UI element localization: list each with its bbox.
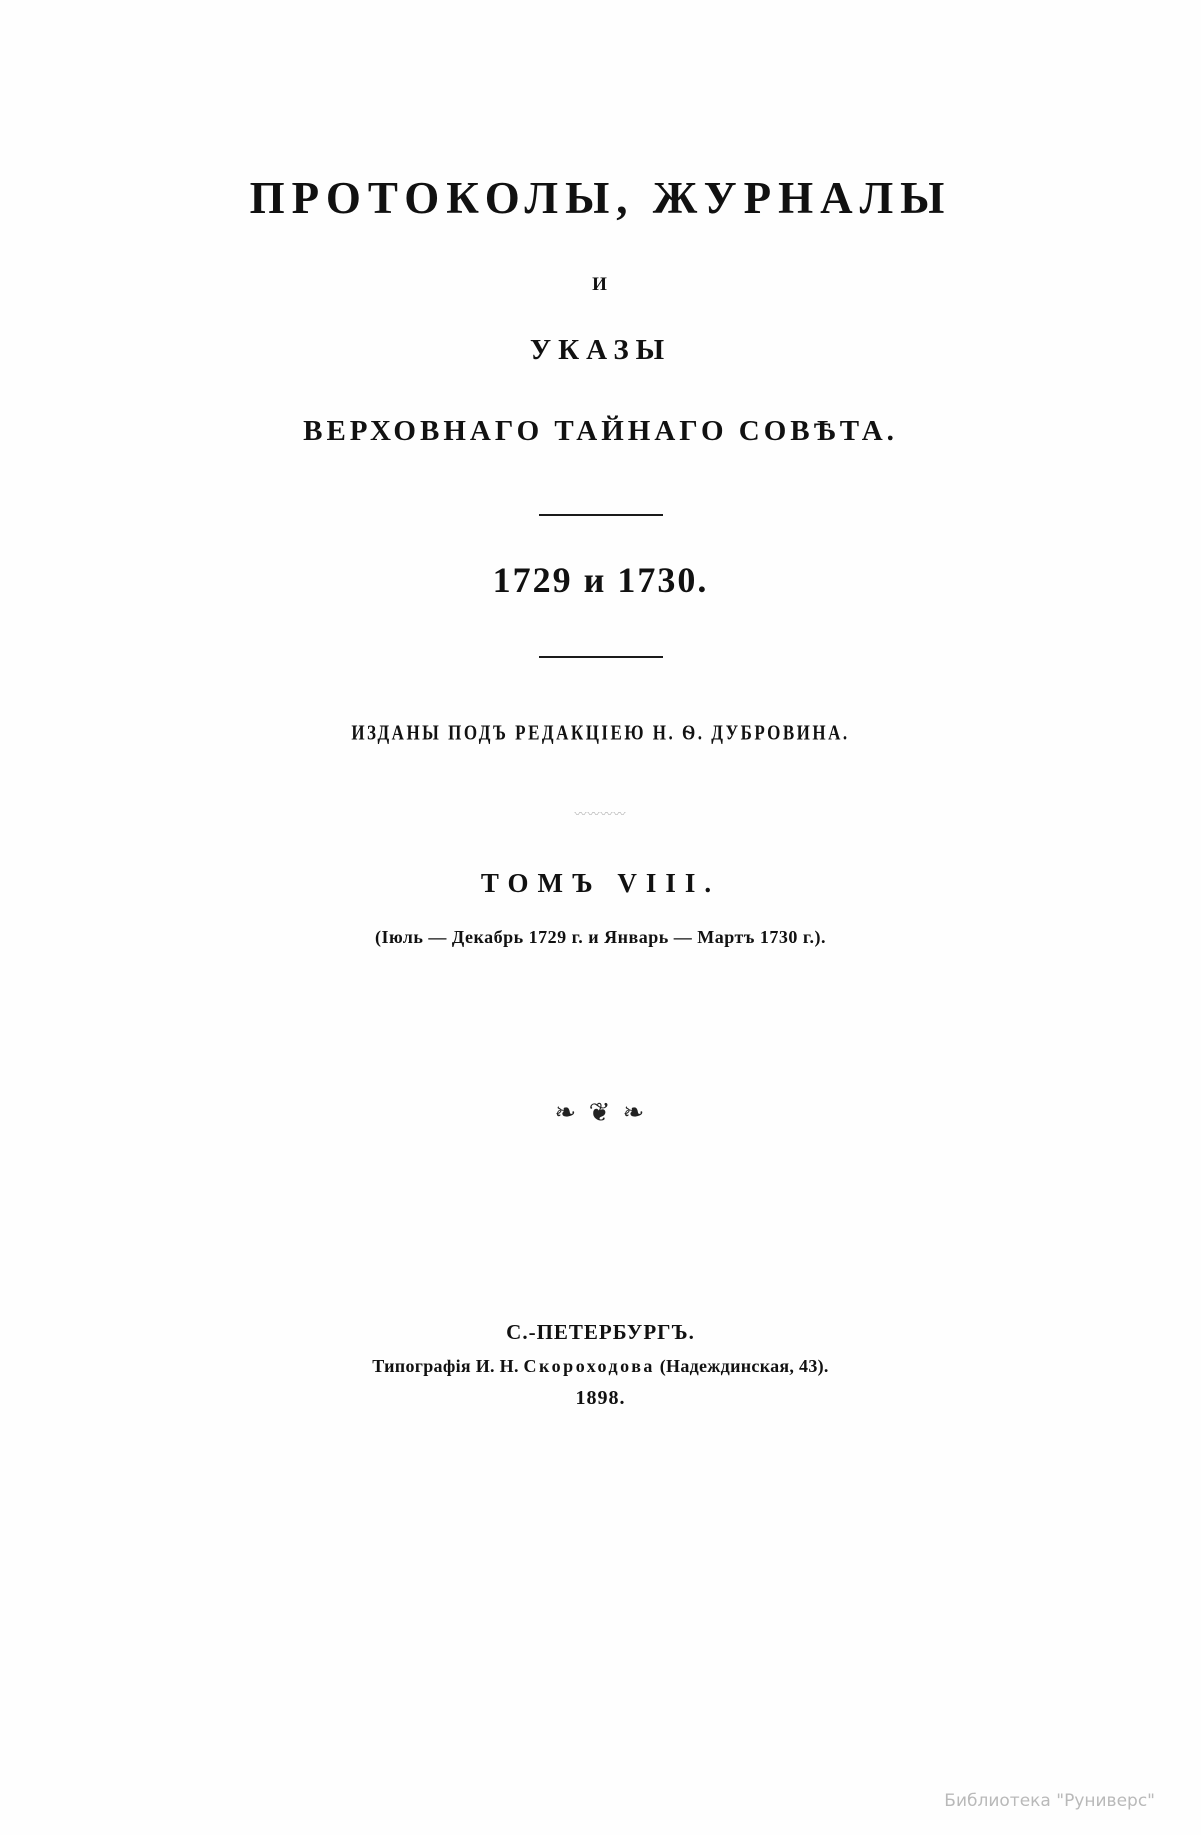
editor-credit: ИЗДАНЫ ПОДЪ РЕДАКЦІЕЮ Н. Ѳ. ДУБРОВИНА. [351, 720, 850, 745]
page-title: ПРОТОКОЛЫ, ЖУРНАЛЫ [249, 173, 952, 223]
imprint-year: 1898. [575, 1387, 626, 1409]
divider-rule-bottom [539, 656, 663, 658]
library-watermark: Библиотека "Руниверс" [944, 1791, 1155, 1811]
flourish-ornament-icon: ❧ ❦ ❧ [554, 1098, 647, 1128]
imprint-printer-name: Скороходова [523, 1356, 655, 1376]
imprint-printer-prefix: Типографія И. Н. [372, 1356, 524, 1376]
imprint-printer-suffix: (Надеждинская, 43). [654, 1356, 829, 1376]
imprint-city: С.-ПЕТЕРБУРГЪ. [506, 1320, 695, 1344]
volume-label: ТОМЪ VIII. [480, 868, 721, 898]
title-conjunction: И [592, 274, 609, 295]
imprint-printer [0, 1356, 1201, 1377]
title-subtitle-primary: УКАЗЫ [529, 334, 672, 366]
divider-rule-top [539, 514, 663, 516]
years-label: 1729 и 1730. [492, 560, 709, 600]
squiggle-ornament-icon: 〰〰〰〰 [574, 807, 627, 821]
title-subtitle-secondary: ВЕРХОВНАГО ТАЙНАГО СОВѢТА. [303, 415, 898, 447]
imprint-block [0, 1320, 1201, 1410]
volume-date-range: (Іюль — Декабрь 1729 г. и Январь — Мартъ 1730 г.). [374, 927, 826, 947]
